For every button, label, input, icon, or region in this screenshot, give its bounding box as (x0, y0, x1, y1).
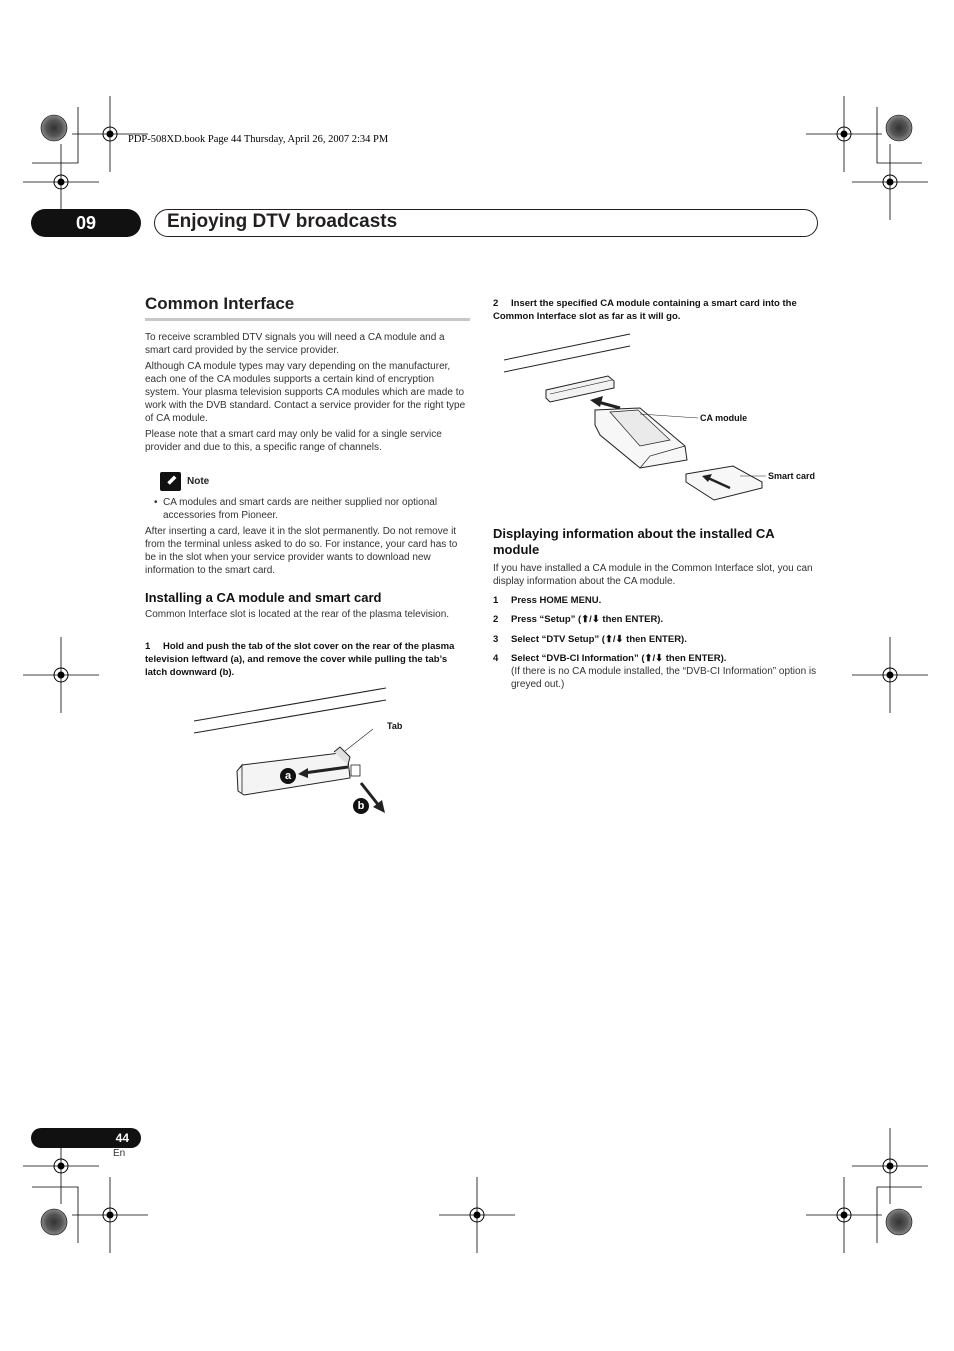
corner-target-bottom-right (886, 1209, 912, 1235)
after-note-paragraph: After inserting a card, leave it in the slot permanently. Do not remove it from the terminal unless asked to do so. For instance, your card has to be in the slot when your service provider wants to download new information to the smart card. (145, 526, 458, 576)
page-number: 44 (31, 1128, 141, 1148)
install-subtitle: Installing a CA module and smart card (145, 590, 382, 605)
display-step-3-text: Select “DTV Setup” (⬆/⬇ then ENTER). (511, 634, 687, 645)
marker-a: a (280, 768, 296, 784)
display-step-2 (493, 613, 818, 627)
note-bullet-dot: • (154, 497, 158, 508)
note-icon-box (160, 472, 181, 491)
section-title: Common Interface (145, 294, 295, 313)
display-info-subtitle: Displaying information about the installed CA module (493, 526, 775, 557)
smart-card-label: Smart card (768, 471, 816, 481)
note-bullet-text: CA modules and smart cards are neither supplied nor optional accessories from Pioneer. (163, 497, 438, 521)
section-title-rule (145, 318, 470, 321)
display-step-1 (493, 594, 818, 608)
marker-b: b (353, 798, 369, 814)
display-step-1-text: Press HOME MENU. (511, 595, 602, 606)
display-step-3 (493, 633, 818, 647)
note-label: Note (187, 476, 210, 487)
corner-target-bottom-left (41, 1209, 67, 1235)
install-step-1-text: Hold and push the tab of the slot cover on the rear of the plasma television leftward (a), and remove the cover while pulling the tab’s latch downward (b). (145, 641, 455, 678)
print-info: PDP-508XD.book Page 44 Thursday, April 26, 2007 2:34 PM (128, 134, 389, 145)
install-step-2-number: 2 (493, 298, 499, 309)
slot-cover-illustration (190, 685, 450, 825)
ca-module-label: CA module (700, 413, 748, 423)
corner-target-top-left (41, 115, 67, 141)
intro-paragraph-2: Although CA module types may vary depending on the manufacturer, each one of the CA modules supports a certain kind of encryption system. Your plasma television supports CA modules which are made to work with the DVB standard. Contact a service provider for the right type of CA module. (145, 361, 466, 424)
display-step-4-subtext: (If there is no CA module installed, the “DVB-CI Information” option is greyed out.) (511, 666, 817, 690)
install-step-2-text: Insert the specified CA module containing a smart card into the Common Interface slot as far as it will go. (493, 298, 797, 322)
tab-label: Tab (387, 721, 403, 731)
intro-paragraph-3: Please note that a smart card may only be valid for a single service provider and due to this, a specific range of channels. (145, 429, 442, 453)
chapter-title: Enjoying DTV broadcasts (167, 211, 398, 232)
display-step-3-number: 3 (493, 634, 499, 645)
install-step-1-number: 1 (145, 641, 151, 652)
install-step-1 (145, 640, 470, 679)
display-step-4-number: 4 (493, 653, 499, 664)
corner-target-top-right (886, 115, 912, 141)
pencil-icon (160, 472, 181, 491)
display-step-1-number: 1 (493, 595, 499, 606)
display-step-4 (493, 652, 818, 692)
install-intro: Common Interface slot is located at the rear of the plasma television. (145, 609, 450, 620)
language-code: En (113, 1148, 126, 1159)
display-step-4-text: Select “DVB-CI Information” (⬆/⬇ then ENTER). (511, 653, 727, 664)
display-step-2-number: 2 (493, 614, 499, 625)
chapter-number: 09 (31, 209, 141, 237)
display-step-2-text: Press “Setup” (⬆/⬇ then ENTER). (511, 614, 664, 625)
display-info-intro: If you have installed a CA module in the Common Interface slot, you can display information about the CA module. (493, 563, 813, 587)
intro-paragraph-1: To receive scrambled DTV signals you will need a CA module and a smart card provided by the service provider. (145, 332, 445, 356)
install-step-2 (493, 297, 818, 323)
